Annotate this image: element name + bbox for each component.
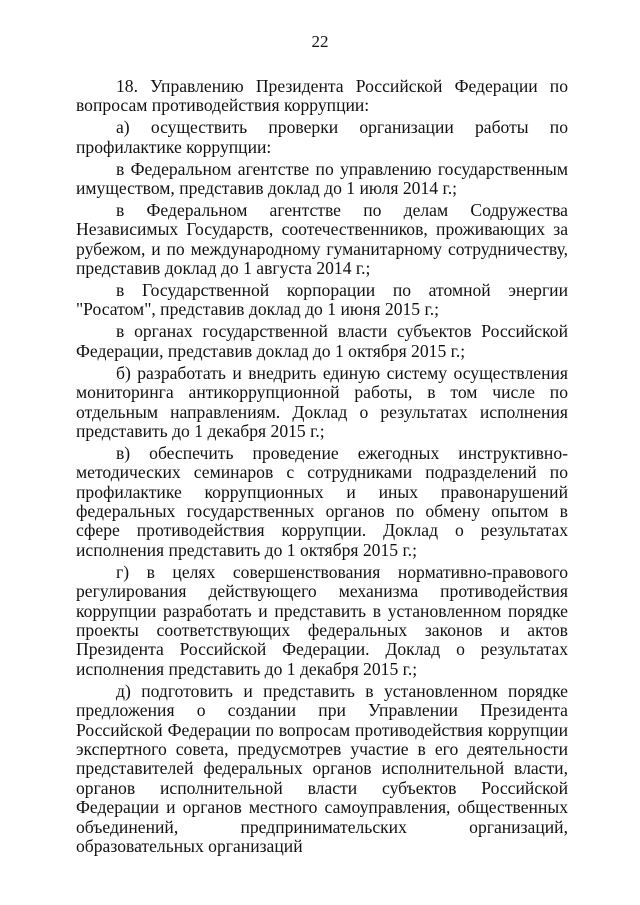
document-body — [76, 77, 568, 859]
paragraph-item-b: б) разработать и внедрить единую систему осуществления мониторинга антикоррупционной работы, в том числе по отдельным направлениям. Доклад о результатах исполнения представить до 1 декабря 2015 г.; — [76, 362, 568, 441]
paragraph-18-heading: 18. Управлению Президента Российской Федерации по вопросам противодействия коррупции: — [76, 76, 568, 116]
paragraph-item-a-1: в Федеральном агентстве по управлению государственным имуществом, представив доклад до 1 июля 2014 г.; — [76, 158, 568, 199]
page-number: 22 — [311, 32, 329, 51]
paragraph-item-v: в) обеспечить проведение ежегодных инструктивно-методических семинаров с сотрудниками подразделений по профилактике коррупционных и иных правонарушений федеральных государственных органов по обмену опытом в сфере противодействия коррупции. Доклад о результатах исполнения представить до 1 октября 2015 г.; — [76, 442, 568, 560]
paragraph-item-d: д) подготовить и представить в установленном порядке предложения о создании при Управлении Президента Российской Федерации по вопросам противодействия коррупции экспертного совета, предусмотрев участие в его деятельности представителей федеральных органов исполнительной власти, органов исполнительной власти субъектов Российской Федерации и органов местного самоуправления, общественных объединений, предпринимательских организаций, образовательных организаций — [76, 680, 568, 856]
paragraph-item-a-2: в Федеральном агентстве по делам Содружества Независимых Государств, соотечественников, проживающих за рубежом, и по международному гуманитарному сотрудничеству, представив доклад до 1 августа 2014 г.; — [76, 199, 568, 279]
paragraph-item-a-3: в Государственной корпорации по атомной энергии "Росатом", представив доклад до 1 июня 2015 г.; — [76, 280, 568, 320]
paragraph-item-g: г) в целях совершенствования нормативно-правового регулирования действующего механизма противодействия коррупции разработать и представить в установленном порядке проекты соответствующих федеральных законов и актов Президента Российской Федерации. Доклад о результатах исполнения представить до 1 декабря 2015 г.; — [76, 561, 568, 679]
paragraph-item-a-4: в органах государственной власти субъектов Российской Федерации, представив доклад до 1 октября 2015 г.; — [76, 321, 568, 361]
paragraph-item-a: а) осуществить проверки организации работы по профилактике коррупции: — [76, 117, 568, 157]
